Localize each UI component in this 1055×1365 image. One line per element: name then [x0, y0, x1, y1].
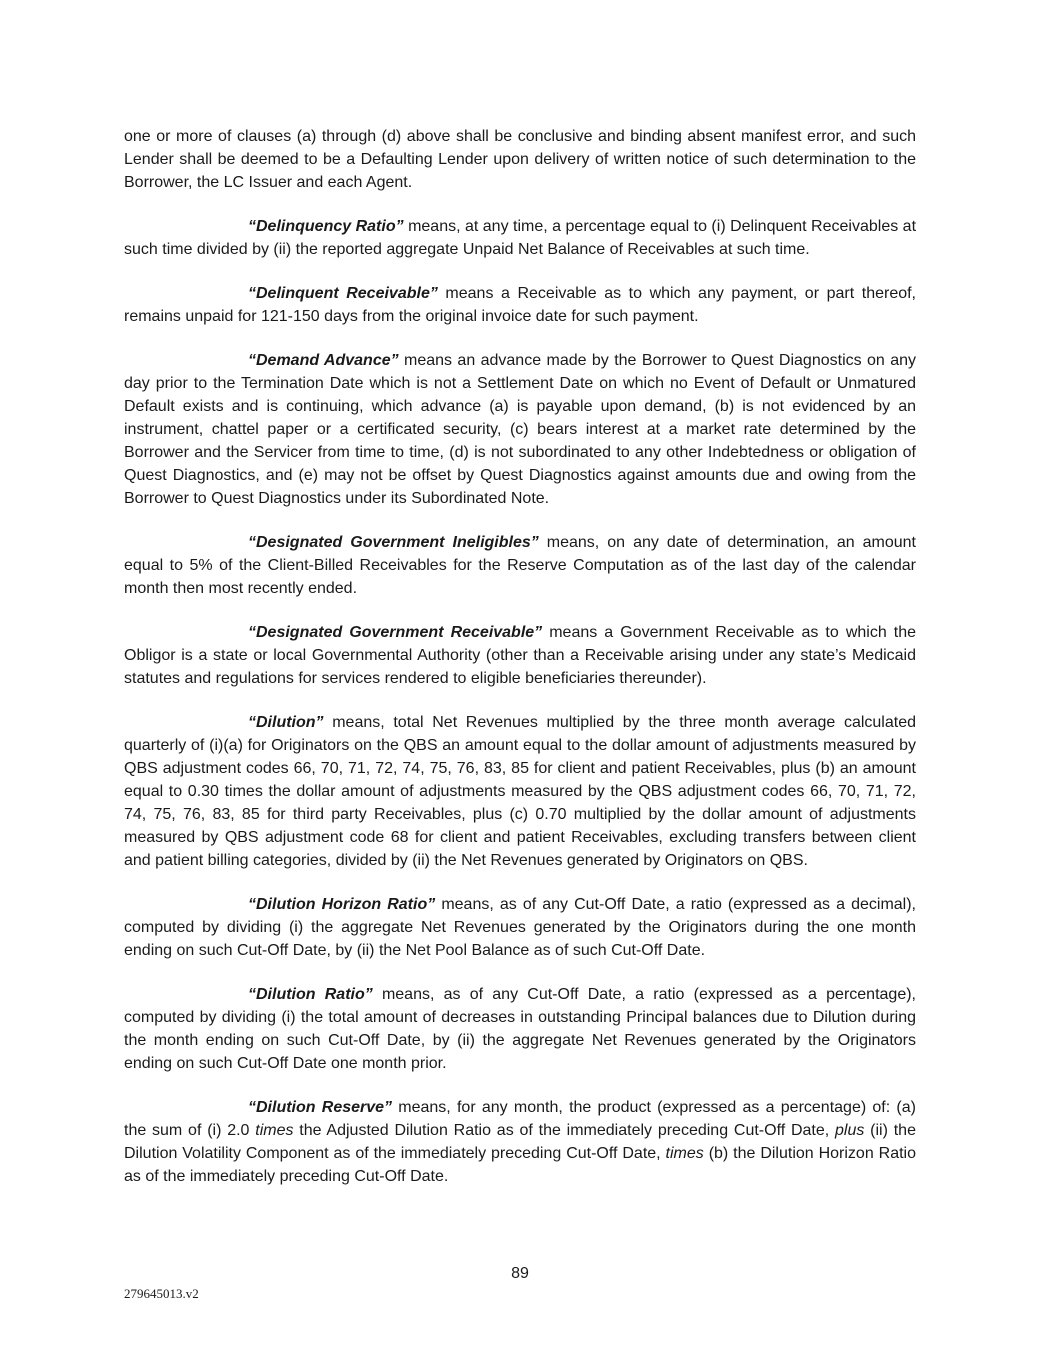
document-body [124, 125, 916, 1209]
definition-text: means a Government Receivable as to which the Obligor is a state or local Governmental Authority (other than a Receivable arising under any state’s Medicaid statutes and regulations for services rendered to eligible beneficiaries thereunder). [124, 624, 916, 687]
continuation-paragraph: one or more of clauses (a) through (d) above shall be conclusive and binding absent manifest error, and such Lender shall be deemed to be a Defaulting Lender upon delivery of written notice of such determination to the Borrower, the LC Issuer and each Agent. [124, 128, 916, 191]
definition-text: means, as of any Cut-Off Date, a ratio (expressed as a percentage), computed by dividing (i) the total amount of decreases in outstanding Principal balances due to Dilution during the month ending on such Cut-Off Date, by (ii) the aggregate Net Revenues generated by the Originators ending on such Cut-Off Date one month prior. [124, 986, 916, 1072]
defined-term: “Dilution” [248, 714, 324, 731]
definition-text: means, for any month, the product (expressed as a percentage) of: (a) the sum of (i) 2.0 [124, 1099, 916, 1139]
definition-text: means, on any date of determination, an amount equal to 5% of the Client-Billed Receivables for the Reserve Computation as of the last day of the calendar month then most recently ended. [124, 534, 916, 597]
defined-term: “Delinquent Receivable” [248, 285, 438, 302]
definition-text: (b) the Dilution Horizon Ratio as of the immediately preceding Cut-Off Date. [124, 1145, 916, 1185]
defined-term: “Dilution Reserve” [248, 1099, 393, 1116]
definition-delinquent-receivable [124, 282, 916, 328]
italic-word-times: times [255, 1122, 294, 1139]
definition-text: (ii) the Dilution Volatility Component as of the immediately preceding Cut-Off Date, [124, 1122, 916, 1162]
definition-demand-advance [124, 349, 916, 510]
definition-text: means an advance made by the Borrower to Quest Diagnostics on any day prior to the Termination Date which is not a Settlement Date on which no Event of Default or Unmatured Default exists and is continuing, which advance (a) is payable upon demand, (b) is not evidenced by an instrument, chattel paper or a certificated security, (c) bears interest at a market rate determined by the Borrower and the Servicer from time to time, (d) is not subordinated to any other Indebtedness or obligation of Quest Diagnostics, and (e) may not be offset by Quest Diagnostics against amounts due and owing from the Borrower to Quest Diagnostics under its Subordinated Note. [124, 352, 917, 507]
defined-term: “Designated Government Receivable” [248, 624, 543, 641]
definition-dilution-ratio [124, 983, 916, 1075]
definition-dilution-reserve [124, 1096, 916, 1188]
definition-delinquency-ratio [124, 215, 916, 261]
document-id: 279645013.v2 [124, 1286, 199, 1301]
defined-term: “Dilution Ratio” [248, 986, 373, 1003]
defined-term: “Delinquency Ratio” [248, 218, 404, 235]
definition-text: means, as of any Cut-Off Date, a ratio (expressed as a decimal), computed by dividing (i) the aggregate Net Revenues generated by the Originators during the one month ending on such Cut-Off Date, by (ii) the Net Pool Balance as of such Cut-Off Date. [124, 896, 916, 959]
definition-text: the Adjusted Dilution Ratio as of the immediately preceding Cut-Off Date, [299, 1122, 830, 1139]
definition-text: means a Receivable as to which any payment, or part thereof, remains unpaid for 121-150 days from the original invoice date for such payment. [124, 285, 917, 325]
definition-text: means, total Net Revenues multiplied by the three month average calculated quarterly of (i)(a) for Originators on the QBS an amount equal to the dollar amount of adjustments measured by QBS adjustment codes 66, 70, 71, 72, 74, 75, 76, 83, 85 for client and patient Receivables, plus (b) an amount equal to 0.30 times the dollar amount of adjustments measured by the QBS adjustment codes 66, 70, 71, 72, 74, 75, 76, 83, 85 for third party Receivables, plus (c) 0.70 multiplied by the dollar amount of adjustments measured by QBS adjustment code 68 for client and patient Receivables, excluding transfers between client and patient billing categories, divided by (ii) the Net Revenues generated by Originators on QBS. [124, 714, 917, 869]
defined-term: “Demand Advance” [248, 352, 399, 369]
italic-word-times: times [665, 1145, 704, 1162]
page-number: 89 [511, 1265, 529, 1282]
definition-designated-government-ineligibles [124, 531, 916, 600]
definition-dilution-horizon-ratio [124, 893, 916, 962]
defined-term: “Dilution Horizon Ratio” [248, 896, 436, 913]
definition-designated-government-receivable [124, 621, 916, 690]
italic-word-plus: plus [835, 1122, 865, 1139]
defined-term: “Designated Government Ineligibles” [248, 534, 539, 551]
definition-text: means, at any time, a percentage equal to (i) Delinquent Receivables at such time divided by (ii) the reported aggregate Unpaid Net Balance of Receivables at such time. [124, 218, 917, 258]
definition-dilution [124, 711, 916, 872]
